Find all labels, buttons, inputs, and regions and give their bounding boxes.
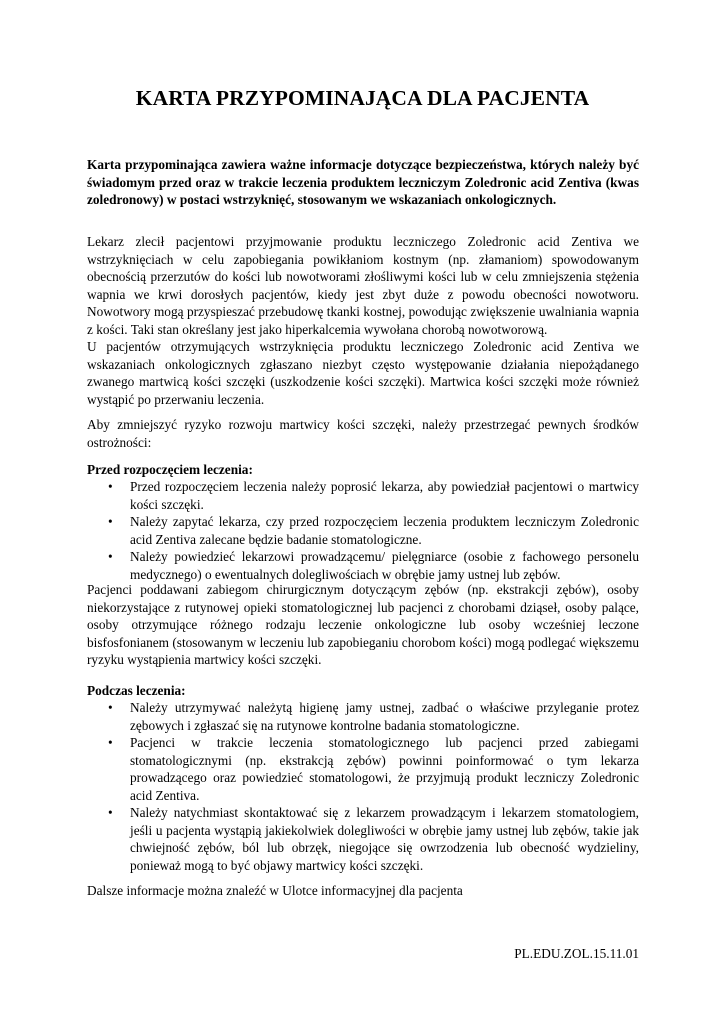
list-item	[87, 513, 639, 548]
bullet-icon: •	[108, 549, 113, 564]
list-item-text: Przed rozpoczęciem leczenia należy poprosić lekarza, aby powiedział pacjentowi o martwicy kości szczęki.	[130, 479, 639, 512]
paragraph-4: Pacjenci poddawani zabiegom chirurgicznym dotyczącym zębów (np. ekstrakcji zębów), osoby niekorzystające z rutynowej opieki stomatologicznej lub pacjenci z chorobami dziąseł, osoby palące, osoby otrzymujące różnego rodzaju leczenie onkologiczne lub osoby wcześniej leczone bisfosfonianem (stosowanym w leczeniu lub zapobieganiu chorobom kości) mogą podlegać większemu ryzyku wystąpienia martwicy kości szczęki.	[87, 582, 639, 667]
bullet-icon: •	[108, 479, 113, 494]
bullet-icon: •	[108, 735, 113, 750]
list-item	[87, 478, 639, 513]
list-item	[87, 734, 639, 804]
bullet-icon: •	[108, 514, 113, 529]
before-treatment-list	[87, 478, 639, 583]
list-item	[87, 804, 639, 874]
list-item-text: Należy utrzymywać należytą higienę jamy ustnej, zadbać o właściwe przyleganie protez zębowych i zgłaszać się na rutynowe kontrolne badania stomatologiczne.	[130, 700, 639, 733]
paragraph-3: Aby zmniejszyć ryzyko rozwoju martwicy kości szczęki, należy przestrzegać pewnych środków ostrożności:	[87, 417, 639, 450]
list-item-text: Pacjenci w trakcie leczenia stomatologicznego lub pacjenci przed zabiegami stomatologicznymi (np. ekstrakcją zębów) powinni poinformować o tym lekarza prowadzącego oraz powiedzieć stomatologowi, że przyjmują produkt leczniczy Zoledronic acid Zentiva.	[130, 735, 639, 803]
document-code: PL.EDU.ZOL.15.11.01	[514, 946, 639, 961]
paragraph-2: U pacjentów otrzymujących wstrzyknięcia produktu leczniczego Zoledronic acid Zentiva we wskazaniach onkologicznych zgłaszano niezbyt często występowanie działania niepożądanego zwanego martwicą kości szczęki (uszkodzenie kości szczęki). Martwica kości szczęki może również wystąpić po przerwaniu leczenia.	[87, 339, 639, 407]
list-item	[87, 699, 639, 734]
paragraph-1: Lekarz zlecił pacjentowi przyjmowanie produktu leczniczego Zoledronic acid Zentiva we wstrzyknięciach w celu zapobiegania powikłaniom kostnym (np. złamaniom) spowodowanym obecnością przerzutów do kości lub nowotworami złośliwymi kości lub w celu zmniejszenia stężenia wapnia we krwi dorosłych pacjentów, kiedy jest zbyt duże z powodu obecności nowotworu. Nowotwory mogą przyspieszać przebudowę tkanki kostnej, powodując zwiększenie uwalniania wapnia z kości. Taki stan określany jest jako hiperkalcemia wywołana chorobą nowotworową.	[87, 234, 639, 337]
closing-note: Dalsze informacje można znaleźć w Ulotce informacyjnej dla pacjenta	[87, 883, 463, 898]
document-title: KARTA PRZYPOMINAJĄCA DLA PACJENTA	[135, 86, 590, 110]
bullet-icon: •	[108, 700, 113, 715]
list-item-text: Należy natychmiast skontaktować się z lekarzem prowadzącym i lekarzem stomatologiem, jeśli u pacjenta wystąpią jakiekolwiek dolegliwości w obrębie jamy ustnej lub zębów, takie jak chwiejność zębów, ból lub obrzęk, niegojące się owrzodzenia lub obecność wydzieliny, ponieważ mogą to być objawy martwicy kości szczęki.	[130, 805, 639, 873]
list-item-text: Należy zapytać lekarza, czy przed rozpoczęciem leczenia produktem leczniczym Zoledronic acid Zentiva zalecane będzie badanie stomatologiczne.	[130, 514, 639, 547]
section-heading-during-treatment: Podczas leczenia:	[87, 683, 186, 698]
section-heading-before-treatment: Przed rozpoczęciem leczenia:	[87, 462, 253, 477]
during-treatment-list	[87, 699, 639, 874]
bullet-icon: •	[108, 805, 113, 820]
list-item	[87, 548, 639, 583]
list-item-text: Należy powiedzieć lekarzowi prowadzącemu/ pielęgniarce (osobie z fachowego personelu medycznego) o ewentualnych dolegliwościach w obrębie jamy ustnej lub zębów.	[130, 549, 639, 582]
intro-paragraph: Karta przypominająca zawiera ważne informacje dotyczące bezpieczeństwa, których należy być świadomym przed oraz w trakcie leczenia produktem leczniczym Zoledronic acid Zentiva (kwas zoledronowy) w postaci wstrzyknięć, stosowanym we wskazaniach onkologicznych.	[87, 157, 639, 207]
